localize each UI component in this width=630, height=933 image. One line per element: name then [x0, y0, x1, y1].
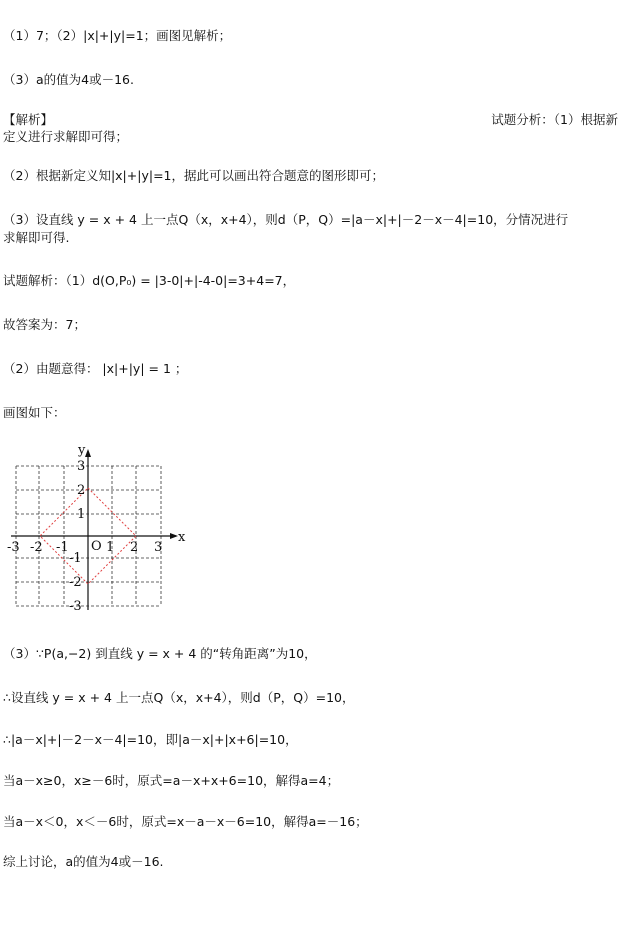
y-tick-label: -1	[69, 551, 82, 566]
solution-case-2: 当a－x＜0，x＜－6时，原式=x－a－x－6=10，解得a=－16；	[3, 814, 368, 829]
solution-part-3: （3）∵P(a,−2) 到直线 y = x + 4 的“转角距离”为10，	[3, 646, 317, 661]
x-tick-label: 3	[154, 540, 163, 555]
axes	[11, 449, 178, 610]
analysis-part-3-line-2: 求解即可得.	[3, 230, 70, 245]
solution-conclusion: 综上讨论，a的值为4或－16.	[3, 854, 164, 869]
y-axis-label: y	[78, 443, 86, 458]
x-axis-arrow	[170, 533, 178, 539]
solution-draw-caption: 画图如下：	[3, 405, 66, 420]
y-tick-label: -2	[69, 575, 82, 590]
answer-line-2: （3）a的值为4或－16.	[3, 72, 134, 87]
solution-equation: ∴|a－x|+|－2－x－4|=10，即|a－x|+|x+6|=10，	[3, 732, 298, 747]
analysis-part-2: （2）根据新定义知|x|+|y|=1，据此可以画出符合题意的图形即可；	[3, 168, 384, 183]
y-tick-label: 2	[77, 483, 86, 498]
y-tick-label: 1	[77, 507, 86, 522]
x-tick-label: -3	[7, 540, 20, 555]
analysis-part-3-line-1: （3）设直线 y = x + 4 上一点Q（x，x+4），则d（P，Q）=|a－x|+|－2－x－4|=10，分情况进行	[3, 212, 569, 227]
solution-part-1: 试题解析：（1）d(O,P₀) = |3-0|+|-4-0|=3+4=7，	[3, 273, 296, 288]
y-tick-label: 3	[77, 459, 86, 474]
analysis-continuation: 定义进行求解即可得；	[3, 129, 129, 144]
origin-label: O	[91, 539, 102, 554]
x-tick-label: -2	[30, 540, 43, 555]
x-tick-label: -1	[56, 540, 69, 555]
coordinate-graph	[6, 438, 196, 620]
x-axis-label: x	[178, 530, 186, 545]
solution-answer-7: 故答案为：7；	[3, 317, 86, 332]
x-tick-label: 1	[106, 540, 115, 555]
y-axis-arrow	[85, 449, 91, 457]
x-tick-label: 2	[130, 540, 139, 555]
solution-part-2: （2）由题意得： |x|+|y| = 1 ；	[3, 361, 188, 376]
y-tick-label: -3	[69, 599, 82, 614]
solution-point-on-line: ∴设直线 y = x + 4 上一点Q（x，x+4），则d（P，Q）=10，	[3, 690, 355, 705]
analysis-heading: 【解析】	[3, 112, 54, 127]
answer-line-1: （1）7；（2）|x|+|y|=1；画图见解析；	[3, 28, 232, 43]
solution-case-1: 当a－x≥0，x≥－6时，原式=a－x+x+6=10，解得a=4；	[3, 773, 340, 788]
analysis-right-text: 试题分析：（1）根据新	[491, 112, 618, 127]
